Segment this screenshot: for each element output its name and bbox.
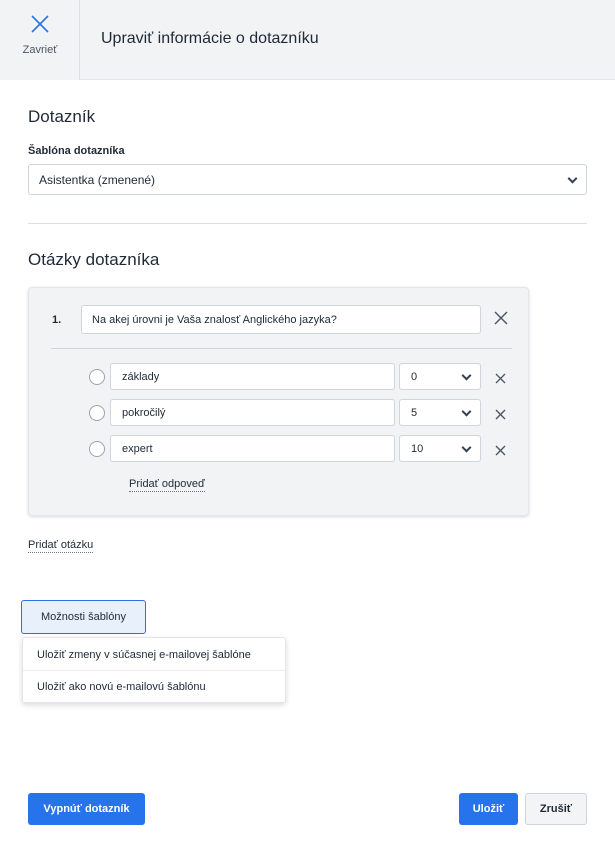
add-answer-link[interactable]: Pridať odpoveď (129, 478, 205, 490)
question-divider (51, 348, 512, 349)
menu-item-save-new-template[interactable]: Uložiť ako novú e-mailovú šablónu (37, 681, 206, 693)
questionnaire-section-title: Dotazník (28, 107, 96, 126)
template-options-button[interactable]: Možnosti šablóny (21, 600, 146, 634)
add-question-link[interactable]: Pridať otázku (28, 539, 94, 551)
answer-text-input[interactable]: pokročilý (110, 399, 395, 426)
close-button[interactable] (0, 0, 80, 80)
disable-questionnaire-button[interactable]: Vypnúť dotazník (28, 793, 145, 825)
close-label: Zavrieť (22, 44, 58, 56)
chevron-down-icon (462, 442, 472, 452)
answer-score-select[interactable] (399, 399, 481, 426)
answer-text-input[interactable]: základy (110, 363, 395, 390)
answer-radio[interactable] (89, 441, 105, 457)
remove-answer-icon[interactable] (495, 445, 506, 456)
answer-radio[interactable] (89, 405, 105, 421)
remove-question-icon[interactable] (493, 310, 509, 326)
template-select[interactable] (28, 164, 587, 195)
close-icon (30, 14, 50, 34)
answer-score-select[interactable] (399, 363, 481, 390)
section-divider (28, 223, 587, 224)
chevron-down-icon (568, 173, 578, 183)
header-bar (0, 0, 615, 80)
chevron-down-icon (462, 406, 472, 416)
question-card (28, 287, 529, 516)
question-number: 1. (52, 314, 62, 326)
questions-section-title: Otázky dotazníka (28, 250, 160, 269)
chevron-down-icon (462, 370, 472, 380)
remove-answer-icon[interactable] (495, 373, 506, 384)
answer-score-value: 5 (411, 406, 418, 419)
template-options-menu (22, 637, 286, 703)
menu-item-save-current-template[interactable]: Uložiť zmeny v súčasnej e-mailovej šablóne (23, 639, 285, 671)
template-label: Šablóna dotazníka (28, 145, 125, 157)
cancel-button[interactable]: Zrušiť (525, 793, 587, 825)
question-text-input[interactable]: Na akej úrovni je Vaša znalosť Anglického jazyka? (81, 305, 481, 334)
answer-score-value: 10 (411, 442, 424, 455)
remove-answer-icon[interactable] (495, 409, 506, 420)
answer-score-value: 0 (411, 370, 418, 383)
answer-score-select[interactable] (399, 435, 481, 462)
answer-text-input[interactable]: expert (110, 435, 395, 462)
save-button[interactable]: Uložiť (459, 793, 518, 825)
template-select-value: Asistentka (zmenené) (39, 172, 156, 187)
answer-radio[interactable] (89, 369, 105, 385)
page-title: Upraviť informácie o dotazníku (101, 30, 319, 47)
